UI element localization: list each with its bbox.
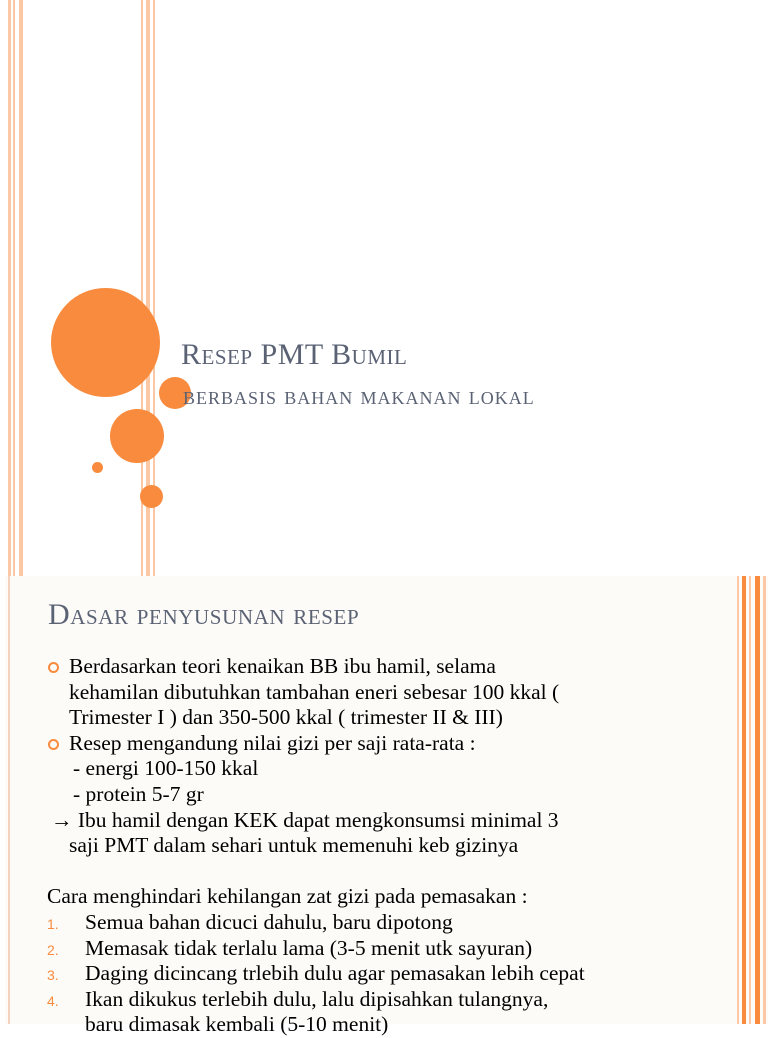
list-number: 3. bbox=[47, 967, 59, 984]
decor-circle bbox=[110, 409, 164, 463]
list-item bbox=[47, 936, 737, 962]
slide-subtitle: berbasis bahan makanan lokal bbox=[183, 383, 535, 410]
bullet-item bbox=[47, 654, 737, 731]
decor-stripe bbox=[763, 576, 766, 1024]
bullet-icon bbox=[48, 739, 59, 750]
decor-circle bbox=[140, 485, 163, 508]
decor-stripe bbox=[13, 0, 15, 576]
list-line: baru dimasak kembali (5-10 menit) bbox=[85, 1012, 389, 1037]
decor-stripe bbox=[749, 576, 751, 1024]
list-line: Ikan dikukus terlebih dulu, lalu dipisahkan tulangnya, bbox=[85, 986, 549, 1011]
heading-initial: D bbox=[48, 598, 71, 631]
list-line: Daging dicincang trlebih dulu agar pemasakan lebih cepat bbox=[85, 961, 585, 986]
decor-stripe bbox=[737, 576, 739, 1024]
list-line: Memasak tidak terlalu lama (3-5 menit utk sayuran) bbox=[85, 935, 533, 960]
content-slide bbox=[0, 576, 768, 1037]
bullet-line: kehamilan dibutuhkan tambahan eneri sebesar 100 kkal ( bbox=[69, 679, 560, 704]
heading-rest: asar penyusunan resep bbox=[70, 598, 360, 631]
bullet-item bbox=[47, 731, 737, 757]
slide-title: Resep PMT Bumil bbox=[181, 338, 408, 371]
list-number: 2. bbox=[47, 941, 59, 958]
bullet-line: Resep mengandung nilai gizi per saji rata-rata : bbox=[69, 730, 476, 755]
bullet-icon bbox=[48, 662, 59, 673]
decor-stripe bbox=[742, 576, 746, 1024]
decor-stripe bbox=[755, 576, 760, 1024]
slide-heading bbox=[48, 598, 359, 632]
spacer bbox=[47, 859, 737, 885]
arrow-line: → Ibu hamil dengan KEK dapat mengkonsumsi minimal 3 bbox=[51, 807, 559, 832]
list-number: 1. bbox=[47, 915, 59, 932]
decor-stripe bbox=[8, 576, 10, 1024]
decor-stripe bbox=[0, 576, 5, 1024]
sub-line: - protein 5-7 gr bbox=[73, 781, 204, 806]
bullet-line: Trimester I ) dan 350-500 kkal ( trimester II & III) bbox=[69, 705, 503, 730]
list-item bbox=[47, 961, 737, 987]
decor-circle-small bbox=[92, 462, 103, 473]
list-item bbox=[47, 910, 737, 936]
decor-stripe bbox=[19, 0, 23, 576]
list-item bbox=[47, 987, 737, 1038]
bullet-line: Berdasarkan teori kenaikan BB ibu hamil, selama bbox=[69, 654, 496, 678]
sub-line: - energi 100-150 kkal bbox=[73, 756, 259, 781]
arrow-line-continuation: saji PMT dalam sehari untuk memenuhi keb gizinya bbox=[69, 833, 519, 858]
slide-body bbox=[47, 654, 737, 1038]
decor-stripe bbox=[8, 0, 11, 576]
list-number: 4. bbox=[47, 992, 59, 1009]
list-line: Semua bahan dicuci dahulu, baru dipotong bbox=[85, 909, 453, 934]
decor-circle-large bbox=[51, 288, 160, 397]
steps-intro: Cara menghindari kehilangan zat gizi pada pemasakan : bbox=[47, 884, 528, 909]
